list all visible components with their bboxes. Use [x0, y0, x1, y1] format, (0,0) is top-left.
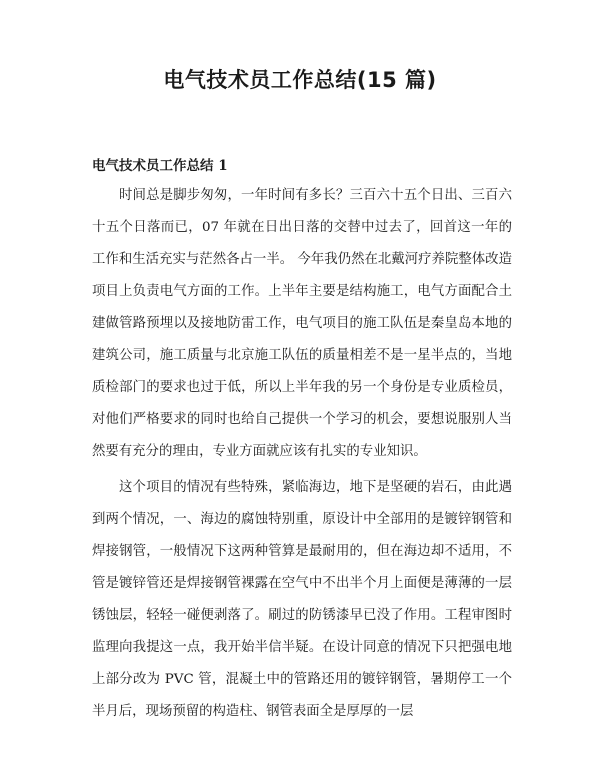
- section-heading: 电气技术员工作总结 1: [92, 158, 228, 174]
- paragraph-2: 这个项目的情况有些特殊，紧临海边，地下是坚硬的岩石，由此遇到两个情况，一、海边的腐蚀特别重，原设计中全部用的是镀锌钢管和焊接钢管，一般情况下这两种管算是最耐用的，但在海边却不适用，不管是镀锌管还是焊接钢管裸露在空气中不出半个月上面便是薄薄的一层锈蚀层，轻轻一碰便剥落了。刷过的防锈漆早已没了作用。工程审图时监理向我提这一点，我开始半信半疑。在设计同意的情况下只把强电地上部分改为 PVC 管，混凝土中的管路还用的镀锌钢管，暑期停工一个半月后，现场预留的构造柱、钢管表面全是厚厚的一层: [92, 480, 512, 719]
- document-title: 电气技术员工作总结(15 篇): [163, 68, 437, 92]
- document-body: [92, 180, 512, 732]
- paragraph-1: 时间总是脚步匆匆，一年时间有多长？三百六十五个日出、三百六十五个日落而已，07 年就在日出日落的交替中过去了，回首这一年的工作和生活充实与茫然各占一半。 今年我仍然在北戴河疗养院整体改造项目上负责电气方面的工作。上半年主要是结构施工，电气方面配合土建做管路预埋以及接地防雷工作，电气项目的施工队伍是秦皇岛本地的建筑公司，施工质量与北京施工队伍的质量相差不是一星半点的，当地质检部门的要求也过于低，所以上半年我的另一个身份是专业质检员，对他们严格要求的同时也给自己提供一个学习的机会，要想说服别人当然要有充分的理由，专业方面就应该有扎实的专业知识。: [92, 188, 512, 459]
